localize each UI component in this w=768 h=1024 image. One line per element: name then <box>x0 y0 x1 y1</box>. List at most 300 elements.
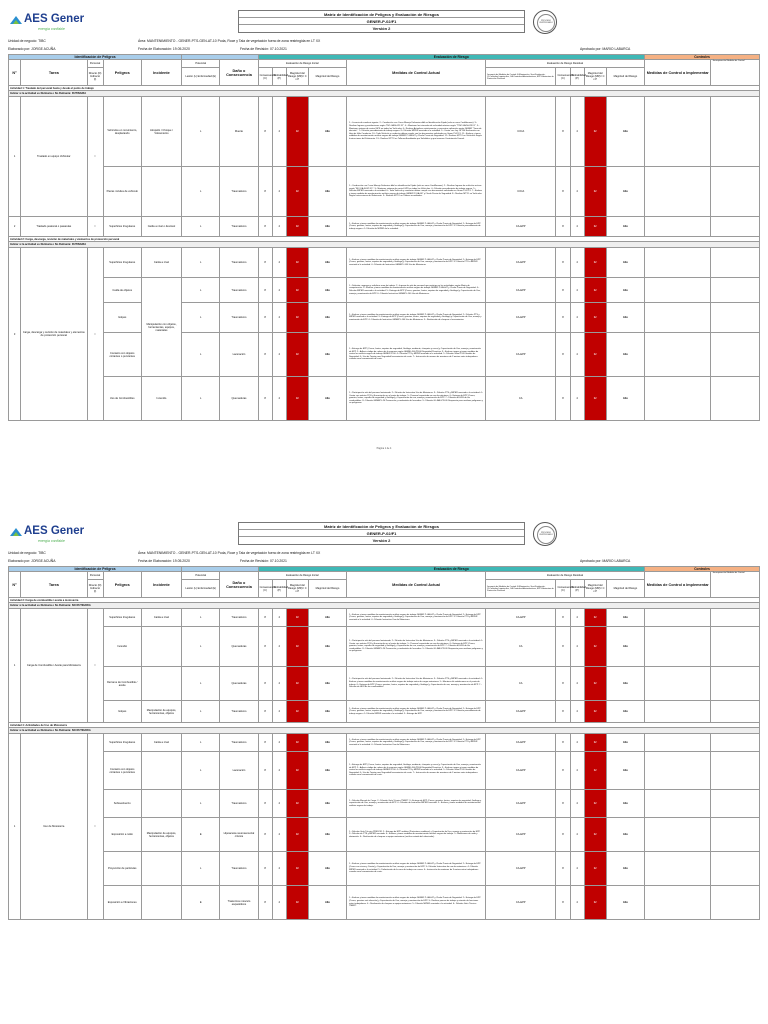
table-cell: 8 <box>258 790 272 818</box>
document-title: Matriz de Identificación de Peligros y Evaluación de Riesgos <box>239 523 524 530</box>
table-cell: 1.- Evaluar y tomar medidas de monitorización análisis seguro de trabajo GENER P-UA-047 y Charla Previa de Seguridad. 2.- Entrega de EPP (Casco, guantes, lentes, zapatos de seguridad y Geólogo) y Capacitación de Uso, manejo y mantención de EPP. 3.- Difusión PTS y MIPER asociada a la actividad. 4.- Difusión Instructivo Uso de Motosierra. <box>347 734 486 752</box>
table-cell: 4 <box>570 701 584 723</box>
table-cell: L <box>182 248 220 278</box>
magnitude-cell: 32 <box>286 790 308 818</box>
table-cell <box>711 609 760 627</box>
table-cell: 8 <box>258 609 272 627</box>
table-cell: CA <box>485 627 555 667</box>
table-cell <box>645 97 711 167</box>
magnitude-cell: 32 <box>584 667 606 701</box>
table-cell: Laceración <box>220 752 258 790</box>
table-cell: Traumatismo <box>220 701 258 723</box>
table-cell: 2 <box>9 217 21 237</box>
magnitude-cell: 32 <box>286 852 308 886</box>
table-cell: 4 <box>570 303 584 333</box>
activity-1-routine: Indicar si la actividad es Rutinaria o No Rutinaria: RUTINARIA <box>9 91 760 97</box>
company-name: AES Gener <box>24 525 85 537</box>
table-cell: 4 <box>272 818 286 852</box>
table-cell: Alto <box>308 333 346 377</box>
table-cell: Alto <box>308 627 346 667</box>
document-code: GENER-P-02/F1 <box>239 18 524 25</box>
table-cell: Carga de Combustible / Aceite para Motosierra <box>21 609 87 723</box>
magnitude-cell: 32 <box>286 248 308 278</box>
table-cell: Alto <box>308 818 346 852</box>
table-cell: Traumatismo <box>220 852 258 886</box>
table-cell <box>645 609 711 627</box>
aes-logo-icon <box>9 14 23 28</box>
group-evaluation: Evaluación de Riesgo <box>258 55 645 60</box>
magnitude-cell: 32 <box>286 752 308 790</box>
col-injury-illness: Lesión (L) Enfermedad (E) <box>182 580 220 598</box>
table-cell: Caída a nivel <box>141 734 181 752</box>
table-cell: L <box>182 609 220 627</box>
col-magnitude-level-res: Magnitud del Riesgo <box>606 68 644 86</box>
meta-row-2 <box>8 558 760 566</box>
col-hierarchy: Jerarquía de Medidas de Control: E:Eliminación, Sust:Sustitución, CI:Controles Ingenieriles, CA:Controles Administrativos, EPP:Elementos de Protección Personal <box>485 68 555 86</box>
table-cell <box>711 818 760 852</box>
table-cell: 4 <box>570 217 584 237</box>
magnitude-cell: 32 <box>584 790 606 818</box>
table-cell: 8 <box>556 377 570 421</box>
col-task: Tarea <box>21 572 87 598</box>
table-cell: Sobreesfuerzo <box>103 790 141 818</box>
table-row <box>9 790 760 818</box>
table-cell <box>711 852 760 886</box>
table-cell: 8 <box>556 627 570 667</box>
col-incident: Incidente <box>141 60 181 86</box>
table-cell: Alto <box>606 217 644 237</box>
table-cell: L <box>182 701 220 723</box>
table-cell <box>141 852 181 886</box>
table-cell: CA-EPP <box>485 752 555 790</box>
table-row <box>9 303 760 333</box>
table-cell: 1.- Evaluar y tomar medidas de monitorización análisis seguro de trabajo GENER P-UA-047 y Charla Previa de Seguridad. 2.- Entrega de EPP (Casco, guantes, lentes, zapatos de seguridad y Geólogo) y Capacitación de Uso, manejo y mantención de EPP. 3.- Difusión PTS a MIPER asociada a la actividad. 4.- Difusión de Instructivo GEMEPL-140 Uso de Motosierra. <box>347 248 486 278</box>
table-cell: 1.- Evaluar y tomar medidas de monitorización análisis seguro de trabajo GENER P-UA-047 y Charla Previa de Seguridad. 2.- Entrega de EPP (Casco con visera y Careta) y Capacitación de Uso, manejo y mantención de EPP. 3.- Difusión Instructivo de uso de motosierra. 4.- Difusión MIPER asociada a la actividad. 5.- Delimitación de la zona de trabajo con conos. 6.- Instrucción de mantener de 3 metros entre trabajadores cuando usan herramientas de corte. <box>347 852 486 886</box>
table-cell: I <box>87 248 103 421</box>
table-cell: Derrame de Combustible / aceite <box>103 667 141 701</box>
table-row <box>9 609 760 627</box>
col-consequence: Consecuencia (C) <box>258 580 272 598</box>
table-cell <box>711 734 760 752</box>
table-cell <box>141 752 181 790</box>
table-cell: 1.- Licencia de conducir vigente. 2.- Conducción con Curso Manejo Defensivo dibil en Identificación Fijado (solo en zona Cordilleranas). 3.- Realizar Ingreso y postulaciones según "INC-UA-N-021 F1". 4.- Mantener los intervalos de velocidad máxima según "TINC-UA-N-023 F1". 5.- Mantener sistema de control GPS en todos los Vehículos. 6.- Realizar Actualizar estrictamente y concentrar aplicación según GENER "Toma de decisión". 7.- Difusión procedimiento de trabajo seguro. 8.- Difusión MIPER asociada a la actividad. 9.- Contar con Ley 16.744 Evaluación con Hoja de Vida Conductor. 10.- Todo Vehículo y conductor deben cumplir con los documentos solicitados en Gener P-02 F1. 11.- Evaluar y tomar medidas de monitorización análisis seguro de trabajo GENER P-UA-047 y Charla Previa de Seguridad. 12.- Realizar MTTO en Vehículos Según Instrucciones del Fabricante. 13.- Realizar MTTO en Talleres Acreditados por Señalética y que tenemos Contratación Formal. <box>347 97 486 167</box>
col-task: Tarea <box>21 60 87 86</box>
table-cell: 4 <box>272 303 286 333</box>
table-cell: Alto <box>606 852 644 886</box>
prepared-date: Fecha de Elaboración: 19.05.2020 <box>138 559 190 563</box>
table-cell <box>711 886 760 920</box>
table-cell: 8 <box>258 303 272 333</box>
table-cell <box>141 167 181 217</box>
table-cell: Trastornos músculo esqueléticos <box>220 886 258 920</box>
group-controls: Controles <box>645 567 760 572</box>
col-consequence-res: Consecuencia (C) <box>556 580 570 598</box>
table-cell: 4 <box>272 248 286 278</box>
group-identification: Identificación de Peligros <box>9 55 182 60</box>
table-cell: Traumatismo <box>220 790 258 818</box>
table-cell: Alto <box>308 377 346 421</box>
table-cell: 4 <box>570 97 584 167</box>
magnitude-cell: 32 <box>286 377 308 421</box>
table-cell: Atropello / Choque / Volcamiento <box>141 97 181 167</box>
table-cell: CA-EPP <box>485 609 555 627</box>
table-cell: 8 <box>556 333 570 377</box>
table-cell: 4 <box>272 734 286 752</box>
table-cell: Vehículos en movimiento, desplazando <box>103 97 141 167</box>
table-cell <box>645 333 711 377</box>
table-cell: Alto <box>308 278 346 303</box>
table-cell: I <box>87 609 103 723</box>
table-cell: 4 <box>272 627 286 667</box>
col-number: N° <box>9 60 21 86</box>
col-current-controls: Medidas de Control Actual <box>347 572 486 598</box>
table-cell <box>645 734 711 752</box>
document-header <box>8 522 760 550</box>
table-cell: Alto <box>606 97 644 167</box>
table-cell: 4 <box>570 752 584 790</box>
certification-stamp-icon: PROCESO CERTIFICADO <box>533 522 557 546</box>
magnitude-cell: 32 <box>584 886 606 920</box>
table-row <box>9 377 760 421</box>
table-cell: Alto <box>606 752 644 790</box>
table-cell: 8 <box>556 752 570 790</box>
table-cell: 8 <box>556 886 570 920</box>
col-magnitude-res: Magnitud del Riesgo (MR)= C x P <box>584 68 606 86</box>
document-version: Versión 2 <box>372 26 391 31</box>
table-cell: Alto <box>606 303 644 333</box>
table-cell: CA-EPP <box>485 333 555 377</box>
table-cell: 4 <box>272 217 286 237</box>
table-cell <box>141 667 181 701</box>
table-row <box>9 752 760 790</box>
table-cell: Alto <box>308 217 346 237</box>
table-cell: Alto <box>308 609 346 627</box>
table-cell: 8 <box>556 97 570 167</box>
table-cell: 8 <box>556 701 570 723</box>
col-probability-res: Probabilidad (P) <box>570 580 584 598</box>
table-cell: Alto <box>308 248 346 278</box>
table-cell: Alto <box>308 667 346 701</box>
table-row <box>9 667 760 701</box>
table-cell: 8 <box>258 167 272 217</box>
magnitude-cell: 32 <box>584 333 606 377</box>
table-cell <box>711 790 760 818</box>
table-cell: CA-EPP <box>485 217 555 237</box>
col-hazard: Peligros <box>103 60 141 86</box>
table-cell: CA-EPP <box>485 248 555 278</box>
table-cell: CA-EPP <box>485 790 555 818</box>
col-initial-eval: Evaluación de Riesgo Inicial <box>258 572 347 580</box>
table-cell: 8 <box>556 667 570 701</box>
meta-row-1 <box>8 550 760 558</box>
activity-4-side-label: Manipulación de equipos, herramientas, objetos <box>141 818 181 852</box>
table-cell: 4 <box>272 852 286 886</box>
table-cell: L <box>182 734 220 752</box>
table-cell: 8 <box>258 752 272 790</box>
table-cell: CA-EPP <box>485 852 555 886</box>
table-cell: 4 <box>570 248 584 278</box>
table-cell: 8 <box>258 734 272 752</box>
magnitude-cell: 32 <box>584 752 606 790</box>
table-cell: 8 <box>258 701 272 723</box>
table-cell <box>645 217 711 237</box>
approved-by: Aprobado por: MARIO LABARCA <box>580 559 631 563</box>
activity-1-title: Actividad 1: Traslado del personal hasta y desde el punto de trabajo <box>9 86 760 91</box>
table-cell <box>711 701 760 723</box>
activity-4-title: Actividad 4: Actividades de Uso de Motosierra <box>9 723 760 728</box>
col-control-hierarchy: Jerarquización Medidas de Control <box>711 572 760 598</box>
table-cell: E <box>182 818 220 852</box>
table-cell: 1.- Participación solo del personal autorizado. 2.- Difusión de Instructivo Uso de Motosierra. 3.- Difusión PTS y MIPER asociada a la actividad. 4.- Contar con extintor PQS y Encontrarlos en el punto de trabajo. 5.- Personal capacitado en uso de extintores. 6.- Entrega de EPP (Casco, guantes, lentes, zapatos de seguridad y Geólogo) y Capacitación de uso, manejo y mantención de EPP. 7.- Difusión de HDS de los combustibles. 8.- Difusión GEMEPL-24 Prevención y combustión de Incendios. 9.- Difusión GL-BAL-PR-09 Respuesta para residuos peligrosos y no peligrosos. <box>347 377 486 421</box>
risk-matrix-table-1 <box>8 54 760 421</box>
table-cell: L <box>182 377 220 421</box>
table-cell: I <box>87 734 103 920</box>
table-cell <box>645 752 711 790</box>
table-cell: 8 <box>258 248 272 278</box>
magnitude-cell: 32 <box>286 97 308 167</box>
table-cell: 1.- Participación solo del personal autorizado. 2.- Difusión de Instructivo Uso de Motosierra. 3.- Difusión PTS y MIPER asociada a la actividad. 4.- Contar con extintor PQS y Encontrarlos en el punto de trabajo. 5.- Personal capacitado en uso de extintores. 6.- Entrega de EPP (Casco, guantes, lentes, zapatos de seguridad y Geólogo) y Capacitación de uso, manejo y mantención de EPP. 7.- Difusión de HDS de los combustibles. 8.- Difusión GEMEPL-24 Prevención y combustión de Incendios. 9.- Difusión GL-BAL-PR-09 Respuesta para residuos peligrosos y no peligrosos. <box>347 627 486 667</box>
table-row <box>9 217 760 237</box>
table-cell: Piezas móviles de vehículo <box>103 167 141 217</box>
business-unit: Unidad de negocio: TIBC <box>8 551 46 555</box>
table-cell: 4 <box>570 167 584 217</box>
table-cell: Alto <box>308 734 346 752</box>
document-header <box>8 10 760 38</box>
company-logo <box>8 522 85 548</box>
revision-date: Fecha de Revisión: 07.10.2021 <box>240 47 287 51</box>
certification-stamp-icon: PROCESO CERTIFICADO <box>533 10 557 34</box>
magnitude-cell: 32 <box>584 278 606 303</box>
table-cell: 4 <box>272 886 286 920</box>
table-cell: Carga, descarga y revisión de materiales y elementos de protección personal <box>21 248 87 421</box>
table-cell: 8 <box>258 886 272 920</box>
table-cell: 4 <box>570 790 584 818</box>
table-cell: Superficies Irregulares <box>103 609 141 627</box>
document-version: Versión 2 <box>372 538 391 543</box>
table-cell: Traumatismo <box>220 278 258 303</box>
table-cell: 8 <box>556 217 570 237</box>
table-cell: 1.- Evaluar y tomar medidas de monitorización análisis seguro de trabajo GENER P-UA-047 y Charla Previa de Seguridad. 2.- Difusión PTS y MIPER asociada a la actividad. 3.- Entrega de EPP (Casco, guantes, lentes, zapatos de seguridad y Geólogo) y Capacitación de Uso, manejo y mantención de EPP. 4.- Difusión de Instructivo GEMEPL-140 Uso de Motosierra. 5.- Realización de chequeo a herramientas. <box>347 303 486 333</box>
col-residual-eval: Evaluación de Riesgo Residual <box>485 572 644 580</box>
group-controls: Controles <box>645 55 760 60</box>
col-control-hierarchy: Jerarquización Medidas de Control <box>711 60 760 86</box>
magnitude-cell: 32 <box>584 303 606 333</box>
table-cell: 4 <box>570 886 584 920</box>
table-cell: 1.- Delimitar, segregar y señalizar zona de trabajo. 2.- Ingreso de solo de personal que participa en las actividades según Matriz de competencias. 3.- Evaluar y tomar medidas de monitorización análisis seguro de trabajo GENER P-UA-047 y Charla Previa de Seguridad. 4.- Difusión MIPER asociada a la actividad. 5.- Entrega de EPP (Casco, guantes, lentes, zapatos de seguridad y Geólogo) y Capacitación de Uso, manejo y mantención de EPP. 6.- Difusión Instructivo GEMEPL-140 Uso de Motosierra. <box>347 278 486 303</box>
table-cell: 1.- Evaluar y tomar medidas de monitorización análisis seguro de trabajo GENER P-UA-047 y Charla Previa de Seguridad. 2.- Entrega de EPP (Casco, guantes anti vibración) y Capacitación de Uso, manejo y mantención de EPP. 3.- Realizar pausas de trabajo y rotación de funciones entre trabajadores. 4.- Realización de chequeo a equipo motosierra. 5.- Difusión MIPER asociada a la actividad. 6.- Difusión Guía Técnica TMERT. <box>347 886 486 920</box>
company-tagline: energía confiable <box>38 539 65 543</box>
table-cell: 1.- Evaluar y tomar medidas de monitorización análisis seguro de trabajo GENER P-UA-047 y Charla Previa de Seguridad. 2.- Entrega de EPP (Casco, guantes, lentes, zapatos de seguridad y Geólogo) y Capacitación de Uso, manejo y mantención de EPP. 3.- Difusión procedimiento de trabajo seguro. 4.- Difusión MIPER asociada a la actividad. 5.- Entrega de EPP. <box>347 701 486 723</box>
area-label: Área: MANTENIMIENTO - GENER-PTS-GEN-AT-10 Poda, Roce y Tala de vegetación fuera de zona restringida en LT XX <box>138 39 321 43</box>
table-cell: Alto <box>606 734 644 752</box>
table-cell: Hipoacusia neurosensorial crónica <box>220 818 258 852</box>
table-cell: Superficies Irregulares <box>103 734 141 752</box>
table-cell: 8 <box>556 734 570 752</box>
activity-3-title: Actividad 3: Carga de combustible / aceite a motosierra <box>9 598 760 603</box>
table-cell: 8 <box>556 609 570 627</box>
table-cell: CA <box>485 667 555 701</box>
col-magnitude-level: Magnitud del Riesgo <box>308 580 346 598</box>
table-cell <box>711 627 760 667</box>
table-cell: Contacto con objetos cortantes o punzantes <box>103 752 141 790</box>
table-cell: L <box>182 97 220 167</box>
col-personnel: Personal <box>87 60 103 68</box>
table-cell: Traslado peatonal o pasarelas <box>21 217 87 237</box>
meta-row-2 <box>8 46 760 54</box>
magnitude-cell: 32 <box>286 627 308 667</box>
table-cell: 1 <box>9 97 21 217</box>
company-tagline: energía confiable <box>38 27 65 31</box>
table-cell: Exposición a ruido <box>103 818 141 852</box>
table-cell: 8 <box>258 97 272 167</box>
table-cell: Quemaduras <box>220 377 258 421</box>
table-row <box>9 278 760 303</box>
table-cell: 8 <box>258 667 272 701</box>
table-cell <box>645 377 711 421</box>
business-unit: Unidad de negocio: TIBC <box>8 39 46 43</box>
aes-logo-icon <box>9 526 23 540</box>
table-cell: 8 <box>258 377 272 421</box>
table-cell: Laceración <box>220 333 258 377</box>
table-cell: 1.- Entrega de EPP (Casco, lentes, zapatos de seguridad, Geólogo, ambiente, chaqueta y casco) y Capacitación de Uso, manejo y mantención de EPP. 2.- Adherir código de colores de la empresa según GEMEL-SG-PR-06 Seguridad Proactiva. 3.- Evaluar riesgos y tomar medidas de control en análisis seguro de trabajo GENER P-04. 4.- Difusión PTS y MIPER asociada a la actividad. 5.- Difusión Serial P-09 Gestión de Seguridad. 6.- Uso de Tarjeta para Seguridad herramientas de corte. 7.- Instrucción de manera de mantener de 3 metros entre trabajadores cuando usan herramientas de corte. <box>347 752 486 790</box>
col-direct-indirect: Directo (D) Indirecto (I) <box>87 580 103 598</box>
table-cell: Traumatismo <box>220 609 258 627</box>
title-box <box>238 522 525 545</box>
table-cell: 4 <box>272 667 286 701</box>
col-magnitude-level-res: Magnitud del Riesgo <box>606 580 644 598</box>
table-cell: L <box>182 167 220 217</box>
table-cell: E <box>182 886 220 920</box>
table-cell <box>645 790 711 818</box>
table-cell <box>645 667 711 701</box>
magnitude-cell: 32 <box>286 303 308 333</box>
activity-2-side-label: Manipulación con objetos, herramientas, equipos, materiales <box>141 278 181 377</box>
col-controls-to-implement: Medidas de Control a Implementar <box>645 60 711 86</box>
table-cell: 1.- Evaluar y tomar medidas de monitorización análisis seguro de trabajo GENER P-UA-047 y Charla Previa de Seguridad. 2.- Entrega de EPP (Casco, guantes, lentes, zapatos de seguridad y Geólogo) y Capacitación de Uso, manejo y mantención de EPP. 3.- Difusión procedimiento de trabajo seguro. 4.- Difusión de MIPER de la actividad. <box>347 217 486 237</box>
table-row <box>9 97 760 167</box>
table-cell: Traslado en equipo Vehicular <box>21 97 87 217</box>
table-cell: Incendio <box>141 377 181 421</box>
table-cell: Alto <box>308 701 346 723</box>
table-cell: Alto <box>606 609 644 627</box>
table-cell: Traumatismo <box>220 248 258 278</box>
table-cell: Traumatismo <box>220 167 258 217</box>
table-cell: CA <box>485 377 555 421</box>
table-cell: 3 <box>9 248 21 421</box>
table-cell: Alto <box>606 818 644 852</box>
table-row <box>9 167 760 217</box>
col-probability: Probabilidad (P) <box>272 580 286 598</box>
col-magnitude: Magnitud del Riesgo (MR)= C x P <box>286 580 308 598</box>
table-cell: 8 <box>258 217 272 237</box>
table-cell: 4 <box>570 667 584 701</box>
table-cell: Uso de Combustibles <box>103 377 141 421</box>
table-cell: 4 <box>272 278 286 303</box>
table-cell: 1.- Conducción con Curso Manejo Defensivo dibil en identificación Fijado (solo en zona Cordilleranas). 2.- Realizar Ingreso de vehículos activos según "INC-UA-N-021 F1". 3.- Mantener sistema de control GPS en todos los Vehículos. 4.- Difusión procedimiento de trabajo seguro. 5.- Difusión MIPER asociada a la actividad. 6.- Todo Vehículo y conductor deben cumplir con documentos solicitados en Gener P-02 F1. 7.- Evaluar y tomar medidas de monitorización análisis seguro de trabajo GENER P-UA-047 y Charla Previa de Seguridad. 8.- Realizar MTTO en Vehículos Según Instrucciones del Fabricante. 9.- Realizar MTTO en Talleres acreditados. <box>347 167 486 217</box>
col-potential: Potencial <box>182 60 220 68</box>
magnitude-cell: 32 <box>286 818 308 852</box>
table-cell: 1.- Entrega de EPP (Casco, lentes, zapatos de seguridad, Geólogo, ambiente, chaqueta y casco) y Capacitación de Uso, manejo y mantención de EPP. 2.- Adherir código de colores de la empresa según GEMEL-SG-PR-06 Seguridad Proactiva. 3.- Evaluar riesgos y tomar medidas de control en análisis seguro de trabajo GENER P-04. 4.- Difusión PTS y MIPER asociada a la actividad. 5.- Difusión Serial P-09 Gestión de Seguridad. 6.- Uso de Tarjeta para Seguridad herramientas de corte. 7.- Instrucción de manera de mantener de 3 metros entre trabajadores cuando usan herramientas de corte. <box>347 333 486 377</box>
table-row <box>9 701 760 723</box>
table-cell: Alto <box>308 852 346 886</box>
table-cell: Superficies Irregulares <box>103 248 141 278</box>
magnitude-cell: 32 <box>286 667 308 701</box>
table-cell: 8 <box>258 818 272 852</box>
table-cell <box>645 627 711 667</box>
col-hazard: Peligros <box>103 572 141 598</box>
col-consequence: Consecuencia (C) <box>258 68 272 86</box>
table-cell: L <box>182 790 220 818</box>
table-cell: 8 <box>556 167 570 217</box>
col-magnitude-level: Magnitud del Riesgo <box>308 68 346 86</box>
table-cell: Quemaduras <box>220 667 258 701</box>
table-cell: 4 <box>272 377 286 421</box>
table-cell: L <box>182 752 220 790</box>
col-current-controls: Medidas de Control Actual <box>347 60 486 86</box>
table-cell: 4 <box>570 627 584 667</box>
table-cell <box>711 217 760 237</box>
table-row <box>9 818 760 852</box>
table-cell: 1.- Evaluar y tomar medidas de monitorización análisis seguro de trabajo GENER P-UA-047 y Charla Previa de Seguridad. 2.- Entrega de EPP (Casco, guantes, lentes, zapatos de seguridad y Geólogo) y Capacitación de Uso, manejo y mantención de EPP. 3.- Difusión PTS y MIPER asociada a la actividad. 4.- Difusión Instructivo Uso de Motosierra. <box>347 609 486 627</box>
table-cell: CA-EPP <box>485 818 555 852</box>
table-cell: CI/CA <box>485 167 555 217</box>
table-cell: Alto <box>606 701 644 723</box>
table-cell: L <box>182 278 220 303</box>
page-footer: Página 1 de 4 <box>376 447 392 450</box>
magnitude-cell: 32 <box>584 852 606 886</box>
table-cell <box>141 627 181 667</box>
prepared-by: Elaborado por: JORGE ACUÑA <box>8 47 56 51</box>
table-cell: Alto <box>308 752 346 790</box>
table-cell <box>645 278 711 303</box>
table-cell: CI/CA <box>485 97 555 167</box>
group-evaluation: Evaluación de Riesgo <box>258 567 645 572</box>
document-code: GENER-P-02/F1 <box>239 530 524 537</box>
col-controls-to-implement: Medidas de Control a Implementar <box>645 572 711 598</box>
table-cell: 4 <box>570 734 584 752</box>
col-hierarchy: Jerarquía de Medidas de Control: E:Eliminación, Sust:Sustitución, CI:Controles Ingenieriles, CA:Controles Administrativos, EPP:Elementos de Protección Personal <box>485 580 555 598</box>
table-cell: 1.- Difusión Guía Técnica PREXOR. 2.- Entrega de EPP auditivo (Protectores auditivos) y Capacitación de Uso, manejo y mantención de EPP. 3.- Difusión de PTS y MIPER asociada. 4.- Evaluar y tomar medidas de monitorización análisis seguro de trabajo. 5.- Mediciones de ruido y dosimetría. 6.- Realización de chequeo a equipo motosierra (verificar estado del silenciador). <box>347 818 486 852</box>
table-row <box>9 333 760 377</box>
magnitude-cell: 32 <box>584 97 606 167</box>
table-cell: 4 <box>570 377 584 421</box>
activity-3-routine: Indicar si la actividad es Rutinaria o No Rutinaria: NO RUTINARIA <box>9 603 760 609</box>
table-cell: 4 <box>570 333 584 377</box>
table-cell: 8 <box>258 627 272 667</box>
table-cell: Caída a nivel <box>141 609 181 627</box>
table-cell <box>711 377 760 421</box>
table-cell: L <box>182 303 220 333</box>
table-row <box>9 248 760 278</box>
col-damage: Daño o Consecuencia <box>220 60 258 86</box>
table-cell: CA-EPP <box>485 886 555 920</box>
table-cell: 8 <box>556 852 570 886</box>
table-cell: Alto <box>606 886 644 920</box>
table-row <box>9 852 760 886</box>
table-cell <box>645 167 711 217</box>
magnitude-cell: 32 <box>286 333 308 377</box>
table-cell: 1.- Participación solo del personal autorizado. 2.- Difusión de Instructivo Uso de Motosierra. 3.- Difusión PTS y MIPER asociada a la actividad. 4.- Evaluar y tomar medidas de monitorización análisis seguro de trabajo antes de cargar motosierra. 5.- Mantener kit antiderrame en el punto de trabajo. 6.- Entrega de EPP (Casco, guantes, lentes, zapatos de seguridad y Geólogo) y Capacitación de uso, manejo y mantención de EPP. 7.- Difusión de HDS de los combustibles. <box>347 667 486 701</box>
table-cell: CA-EPP <box>485 734 555 752</box>
table-cell: 4 <box>570 609 584 627</box>
magnitude-cell: 32 <box>584 248 606 278</box>
table-cell: 8 <box>556 303 570 333</box>
magnitude-cell: 32 <box>286 886 308 920</box>
table-cell <box>141 886 181 920</box>
table-cell: 4 <box>272 333 286 377</box>
table-cell: CA-EPP <box>485 303 555 333</box>
table-cell: L <box>182 667 220 701</box>
